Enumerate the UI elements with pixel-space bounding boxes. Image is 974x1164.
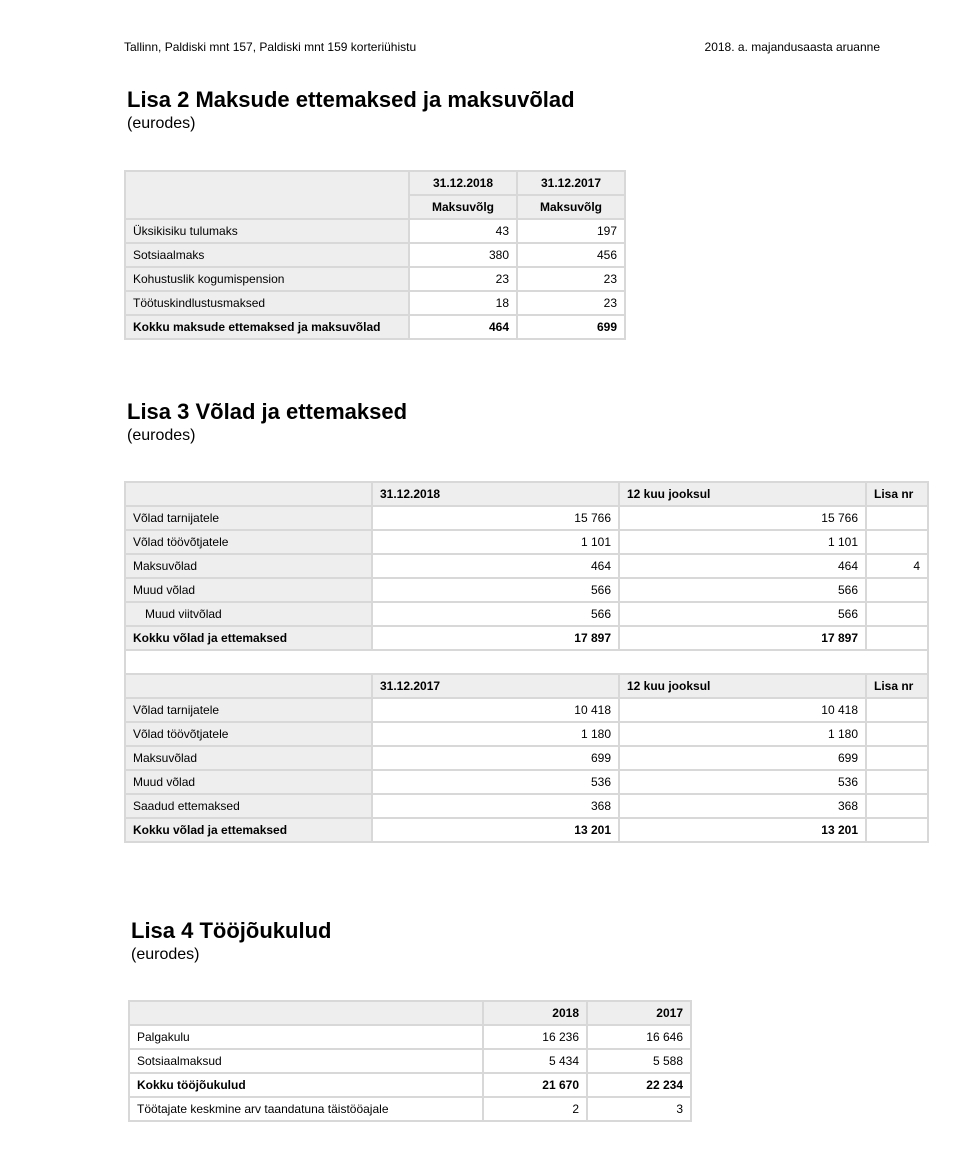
col-within-12-months: 12 kuu jooksul [619,674,866,698]
cell-value: 368 [372,794,619,818]
lisa-3-table [124,481,929,843]
cell-note-ref [866,818,928,842]
cell-value: 17 897 [372,626,619,650]
cell-value: 1 180 [619,722,866,746]
cell-value: 566 [619,602,866,626]
row-label: Saadud ettemaksed [125,794,372,818]
cell-value: 1 180 [372,722,619,746]
table-row [125,746,928,770]
header-blank [125,674,372,698]
cell-note-ref [866,578,928,602]
cell-value: 15 766 [619,506,866,530]
table-row [125,578,928,602]
row-label: Kokku võlad ja ettemaksed [125,818,372,842]
cell-value: 699 [619,746,866,770]
cell-note-ref [866,602,928,626]
cell-value: 3 [587,1097,691,1121]
cell-note-ref: 4 [866,554,928,578]
table-row [125,722,928,746]
cell-note-ref [866,506,928,530]
header-blank [129,1001,483,1025]
row-label: Maksuvõlad [125,746,372,770]
table-row [125,243,625,267]
cell-value: 699 [517,315,625,339]
cell-value: 566 [619,578,866,602]
table-row [125,267,625,291]
row-label: Kokku tööjõukulud [129,1073,483,1097]
table-row [125,506,928,530]
page-header [124,40,880,54]
cell-value: 23 [517,267,625,291]
cell-value: 5 434 [483,1049,587,1073]
lisa-2-table [124,170,626,340]
report-title: 2018. a. majandusaasta aruanne [704,40,880,54]
lisa-2-unit: (eurodes) [127,115,196,132]
table-row [125,794,928,818]
col-within-12-months: 12 kuu jooksul [619,482,866,506]
table-row [125,770,928,794]
col-date: 31.12.2017 [517,171,625,195]
total-row [125,626,928,650]
lisa-4-unit: (eurodes) [131,946,200,963]
cell-value: 16 646 [587,1025,691,1049]
lisa-3-title: Lisa 3 Võlad ja ettemaksed [127,399,408,424]
cell-value: 1 101 [619,530,866,554]
col-subheader: Maksuvõlg [517,195,625,219]
table-row [125,602,928,626]
col-subheader: Maksuvõlg [409,195,517,219]
cell-value: 23 [409,267,517,291]
row-label: Töötajate keskmine arv taandatuna täistööajale [129,1097,483,1121]
row-label: Sotsiaalmaksud [129,1049,483,1073]
cell-note-ref [866,770,928,794]
cell-value: 536 [372,770,619,794]
table-row [125,530,928,554]
header-row-2018 [125,482,928,506]
header-row-2017 [125,674,928,698]
lisa-2-title: Lisa 2 Maksude ettemaksed ja maksuvõlad [127,87,575,112]
cell-note-ref [866,794,928,818]
row-label: Kokku maksude ettemaksed ja maksuvõlad [125,315,409,339]
col-date: 31.12.2018 [409,171,517,195]
cell-value: 22 234 [587,1073,691,1097]
cell-value: 5 588 [587,1049,691,1073]
header-blank [125,171,409,219]
lisa-4-title: Lisa 4 Tööjõukulud [131,918,332,943]
col-note-number: Lisa nr [866,482,928,506]
table-row [129,1025,691,1049]
row-label: Võlad töövõtjatele [125,722,372,746]
table-row [129,1049,691,1073]
col-note-number: Lisa nr [866,674,928,698]
cell-value: 2 [483,1097,587,1121]
cell-value: 464 [619,554,866,578]
row-label: Kohustuslik kogumispension [125,267,409,291]
organization-name: Tallinn, Paldiski mnt 157, Paldiski mnt 159 korteriühistu [124,40,417,54]
col-date: 31.12.2018 [372,482,619,506]
table-row [125,291,625,315]
lisa-2-section [127,87,575,134]
row-label: Sotsiaalmaks [125,243,409,267]
cell-note-ref [866,746,928,770]
cell-value: 464 [372,554,619,578]
cell-value: 197 [517,219,625,243]
spacer-row [125,650,928,674]
spacer-cell [125,650,928,674]
row-label: Võlad tarnijatele [125,698,372,722]
table-row [125,698,928,722]
lisa-4-table [128,1000,692,1122]
cell-value: 16 236 [483,1025,587,1049]
row-label: Võlad töövõtjatele [125,530,372,554]
table-row [129,1097,691,1121]
cell-value: 10 418 [372,698,619,722]
cell-value: 43 [409,219,517,243]
lisa-3-unit: (eurodes) [127,427,196,444]
cell-value: 23 [517,291,625,315]
table-row [125,554,928,578]
total-row [125,818,928,842]
cell-note-ref [866,722,928,746]
lisa-3-section [127,399,407,446]
cell-value: 566 [372,602,619,626]
cell-value: 13 201 [372,818,619,842]
cell-value: 380 [409,243,517,267]
lisa-4-section [131,918,331,965]
cell-note-ref [866,698,928,722]
header-row [125,171,625,195]
row-label: Muud võlad [125,578,372,602]
total-row [129,1073,691,1097]
total-row [125,315,625,339]
cell-value: 15 766 [372,506,619,530]
cell-value: 13 201 [619,818,866,842]
row-label: Palgakulu [129,1025,483,1049]
cell-value: 699 [372,746,619,770]
cell-value: 464 [409,315,517,339]
row-label: Üksikisiku tulumaks [125,219,409,243]
cell-value: 1 101 [372,530,619,554]
table-row [125,219,625,243]
cell-value: 17 897 [619,626,866,650]
cell-note-ref [866,530,928,554]
row-label: Muud võlad [125,770,372,794]
cell-note-ref [866,626,928,650]
cell-value: 21 670 [483,1073,587,1097]
cell-value: 456 [517,243,625,267]
cell-value: 368 [619,794,866,818]
row-label: Kokku võlad ja ettemaksed [125,626,372,650]
cell-value: 536 [619,770,866,794]
cell-value: 18 [409,291,517,315]
header-blank [125,482,372,506]
row-label: Muud viitvõlad [125,602,372,626]
row-label: Maksuvõlad [125,554,372,578]
row-label: Võlad tarnijatele [125,506,372,530]
cell-value: 566 [372,578,619,602]
col-year: 2017 [587,1001,691,1025]
header-row [129,1001,691,1025]
col-year: 2018 [483,1001,587,1025]
row-label: Töötuskindlustusmaksed [125,291,409,315]
cell-value: 10 418 [619,698,866,722]
col-date: 31.12.2017 [372,674,619,698]
